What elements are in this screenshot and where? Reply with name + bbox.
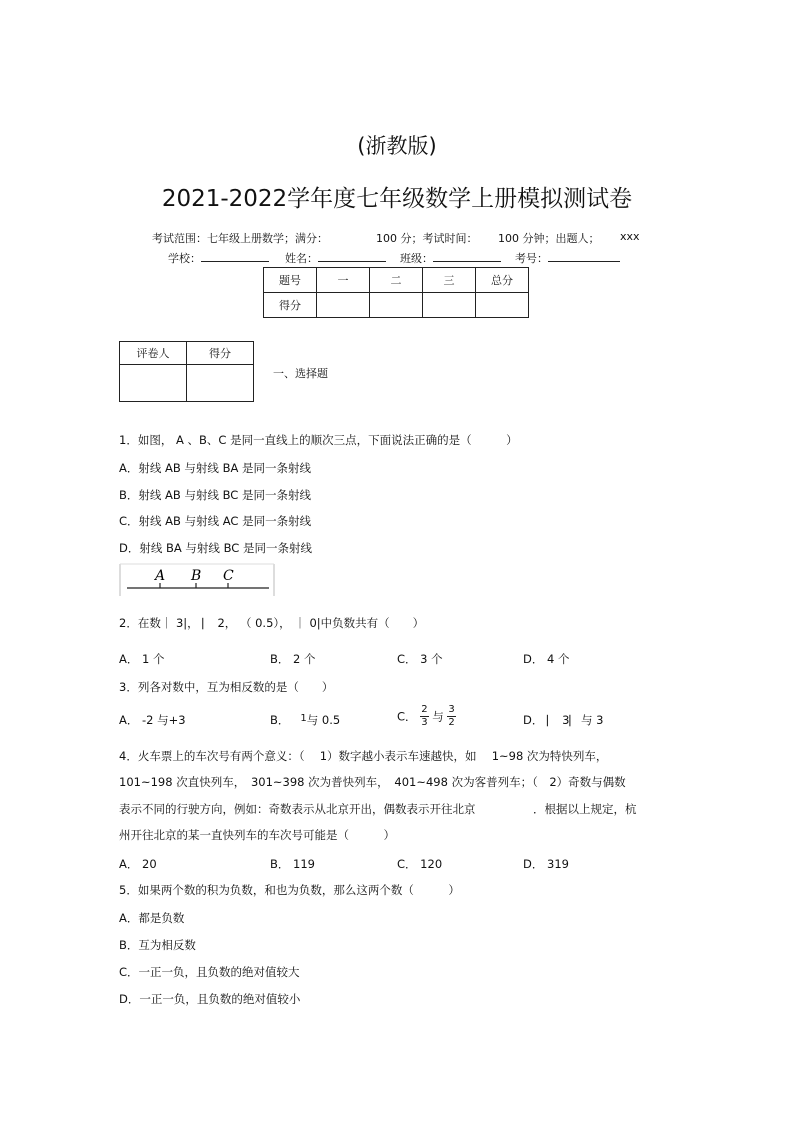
score-cell[interactable] [423,293,476,318]
q5-option-b: B．互为相反数 [119,938,196,952]
section-heading: 一、选择题 [273,367,328,380]
fraction-two-thirds: $\frac{2}{3}$ [421,704,428,728]
q1-option-b: B．射线 AB 与射线 BC 是同一条射线 [119,488,311,502]
q3-option-c [397,704,456,729]
question-4-line-3: 表示不同的行驶方向，例如：奇数表示从北京开出，偶数表示开往北京 ．根据以上规定，杭 [119,802,637,816]
school-label: 学校： [168,252,201,265]
q1-option-a: A．射线 AB 与射线 BA 是同一条射线 [119,461,312,475]
q5-option-d: D．一正一负，且负数的绝对值较小 [119,992,301,1006]
exam-time: 100 分钟；出题人； [498,232,600,245]
question-5-stem: 5．如果两个数的积为负数，和也为负数，那么这两个数（ ） [119,883,460,897]
number-field [515,249,620,266]
grader-score-header: 得分 [187,342,254,365]
q4-option-d: D． 319 [523,857,569,871]
class-blank[interactable] [433,249,501,262]
school-blank[interactable] [201,249,269,262]
question-4-line-1: 4．火车票上的车次号有两个意义：（ 1）数字越小表示车速越快，如 1~98 次为特快列车， [119,749,608,763]
class-label: 班级： [400,252,433,265]
score-row-label: 得分 [264,293,317,318]
edition-label: (浙教版) [357,134,437,158]
q1-option-d: D．射线 BA 与射线 BC 是同一条射线 [119,541,312,555]
q5-option-c: C．一正一负，且负数的绝对值较大 [119,965,300,979]
q5-option-a: A．都是负数 [119,911,185,925]
q3-c-prefix: C． [397,709,417,724]
q3-option-a: A． -2 与+3 [119,713,186,727]
point-c-label: C [223,568,234,584]
q3-c-and: 与 [432,709,444,724]
q3-b-sup: 1 [300,713,307,724]
fraction-three-halves: $\frac{3}{2}$ [448,704,455,728]
question-4-line-4: 州开往北京的某一直快列车的车次号可能是（ ） [119,828,395,842]
q4-option-a: A． 20 [119,857,157,871]
grader-score-cell[interactable] [187,365,254,402]
score-cell[interactable] [370,293,423,318]
author: xxx [620,230,640,243]
number-blank[interactable] [548,249,620,262]
reviewer-cell[interactable] [120,365,187,402]
score-header-cell: 题号 [264,268,317,293]
point-a-label: A [155,568,166,584]
class-field [400,249,501,266]
full-marks: 100 分；考试时间： [376,232,478,245]
number-label: 考号： [515,252,548,265]
q1-line-figure [119,562,275,598]
score-header-cell: 二 [370,268,423,293]
question-2-stem: 2．在数｜ 3|， ⎸ 2， （ 0.5）， ｜ 0|中负数共有（ ） [119,616,425,630]
q3-option-d: D． ⎸ 3⎸与 3 [523,713,604,727]
reviewer-header: 评卷人 [120,342,187,365]
score-header-cell: 一 [317,268,370,293]
exam-scope: 考试范围：七年级上册数学；满分： [152,232,328,245]
question-3-stem: 3．列各对数中，互为相反数的是（ ） [119,680,334,694]
q3-b-text: 与 0.5 [306,713,341,727]
name-blank[interactable] [318,249,386,262]
q3-option-b [270,712,340,728]
q4-option-c: C． 120 [397,857,443,871]
question-4-line-2: 101~198 次直快列车， 301~398 次为普快列车， 401~498 次为客普列车；（ 2）奇数与偶数 [119,775,626,789]
q3-b-prefix: B． [270,713,290,727]
grader-table [119,341,254,402]
q4-option-b: B． 119 [270,857,315,871]
q2-option-c: C． 3 个 [397,652,443,666]
page-title: 2021-2022学年度七年级数学上册模拟测试卷 [161,186,633,212]
point-b-label: B [191,568,202,584]
q2-option-d: D． 4 个 [523,652,570,666]
q2-option-b: B． 2 个 [270,652,316,666]
score-cell[interactable] [317,293,370,318]
school-field [168,249,269,266]
q1-option-c: C．射线 AB 与射线 AC 是同一条射线 [119,514,312,528]
q2-option-a: A． 1 个 [119,652,165,666]
question-1-stem: 1．如图， A 、B、C 是同一直线上的顺次三点，下面说法正确的是（ ） [119,433,518,447]
score-header-cell: 三 [423,268,476,293]
score-header-cell: 总分 [476,268,529,293]
q1-figure-svg [119,562,275,598]
score-cell[interactable] [476,293,529,318]
score-table [263,267,529,318]
name-field [285,249,386,266]
name-label: 姓名： [285,252,318,265]
